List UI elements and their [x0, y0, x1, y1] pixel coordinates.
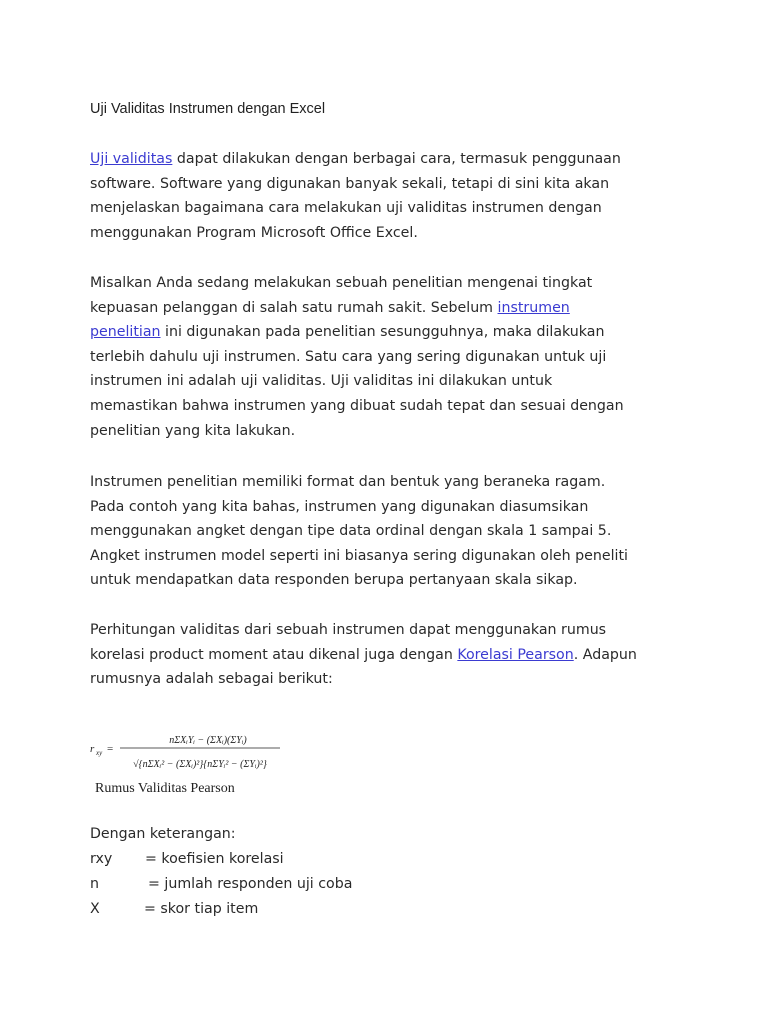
legend-symbol: rxy: [90, 851, 113, 867]
formula-denominator: √{nΣXᵢ² − (ΣXᵢ)²}{nΣYᵢ² − (ΣYᵢ)²}: [133, 759, 267, 770]
paragraph-line: [90, 324, 604, 340]
page-title: Uji Validitas Instrumen dengan Excel: [90, 101, 326, 117]
paragraph-line: [90, 671, 333, 687]
paragraph-line: [90, 151, 621, 167]
paragraph-line: [90, 349, 606, 365]
text-segment: ini digunakan pada penelitian sesungguhnya, maka dilakukan: [160, 324, 605, 341]
paragraph-line: [90, 523, 611, 539]
paragraph-line: [90, 474, 605, 490]
inline-link[interactable]: penelitian: [90, 324, 161, 341]
text-segment: rumusnya adalah sebagai berikut:: [90, 671, 333, 688]
text-segment: terlebih dahulu uji instrumen. Satu cara yang sering digunakan untuk uji: [90, 348, 607, 365]
text-segment: untuk mendapatkan data responden berupa pertanyaan skala sikap.: [90, 572, 578, 589]
text-segment: Misalkan Anda sedang melakukan sebuah penelitian mengenai tingkat: [90, 275, 593, 291]
text-segment: Angket instrumen model seperti ini biasanya sering digunakan oleh peneliti: [90, 547, 628, 564]
pearson-formula-image: [90, 728, 290, 783]
legend-item: [90, 851, 284, 867]
legend-desc: = skor tiap item: [144, 901, 259, 917]
text-segment: memastikan bahwa instrumen yang dibuat sudah tepat dan sesuai dengan: [90, 398, 624, 414]
text-segment: dapat dilakukan dengan berbagai cara, termasuk penggunaan: [172, 151, 621, 167]
inline-link[interactable]: Uji validitas: [90, 151, 173, 167]
svg-text:=: =: [107, 743, 114, 755]
legend-item: [90, 901, 259, 917]
text-segment: menggunakan angket dengan tipe data ordinal dengan skala 1 sampai 5.: [90, 523, 612, 540]
text-segment: software. Software yang digunakan banyak sekali, tetapi di sini kita akan: [90, 175, 610, 192]
inline-link[interactable]: instrumen: [497, 299, 570, 316]
text-segment: menggunakan Program Microsoft Office Excel.: [90, 224, 418, 241]
text-segment: instrumen ini adalah uji validitas. Uji validitas ini dilakukan untuk: [90, 373, 553, 390]
formula-lhs-sub: xy: [96, 749, 103, 757]
legend-desc: = jumlah responden uji coba: [148, 876, 353, 892]
legend-desc: = koefisien korelasi: [145, 851, 284, 867]
text-segment: menjelaskan bagaimana cara melakukan uji validitas instrumen dengan: [90, 200, 602, 217]
text-segment: kepuasan pelanggan di salah satu rumah sakit. Sebelum: [90, 299, 498, 316]
paragraph-line: [90, 225, 418, 241]
paragraph-line: [90, 373, 552, 389]
paragraph-line: [90, 622, 606, 638]
paragraph-line: [90, 275, 592, 291]
paragraph-line: [90, 398, 624, 414]
paragraph-line: [90, 423, 295, 439]
legend-item: [90, 876, 353, 892]
formula-caption: Rumus Validitas Pearson: [95, 781, 235, 796]
text-segment: Perhitungan validitas dari sebuah instrumen dapat menggunakan rumus: [90, 622, 607, 638]
legend-heading: Dengan keterangan:: [90, 826, 236, 842]
text-segment: penelitian yang kita lakukan.: [90, 422, 296, 439]
legend-symbol: n: [90, 876, 99, 892]
paragraph-line: [90, 200, 602, 216]
legend-symbol: X: [90, 901, 100, 917]
paragraph-line: [90, 300, 570, 316]
paragraph-line: [90, 499, 588, 515]
paragraph-line: [90, 572, 578, 588]
text-segment: Instrumen penelitian memiliki format dan bentuk yang beraneka ragam.: [90, 474, 606, 490]
text-segment: . Adapun: [573, 646, 637, 663]
inline-link[interactable]: Korelasi Pearson: [457, 646, 574, 663]
formula-lhs: r: [90, 743, 95, 755]
paragraph-line: [90, 548, 628, 564]
paragraph-line: [90, 176, 609, 192]
paragraph-line: [90, 647, 637, 663]
formula-numerator: nΣXᵢYᵢ − (ΣXᵢ)(ΣYᵢ): [169, 735, 247, 746]
text-segment: korelasi product moment atau dikenal juga dengan: [90, 646, 458, 663]
text-segment: Pada contoh yang kita bahas, instrumen yang digunakan diasumsikan: [90, 498, 589, 515]
